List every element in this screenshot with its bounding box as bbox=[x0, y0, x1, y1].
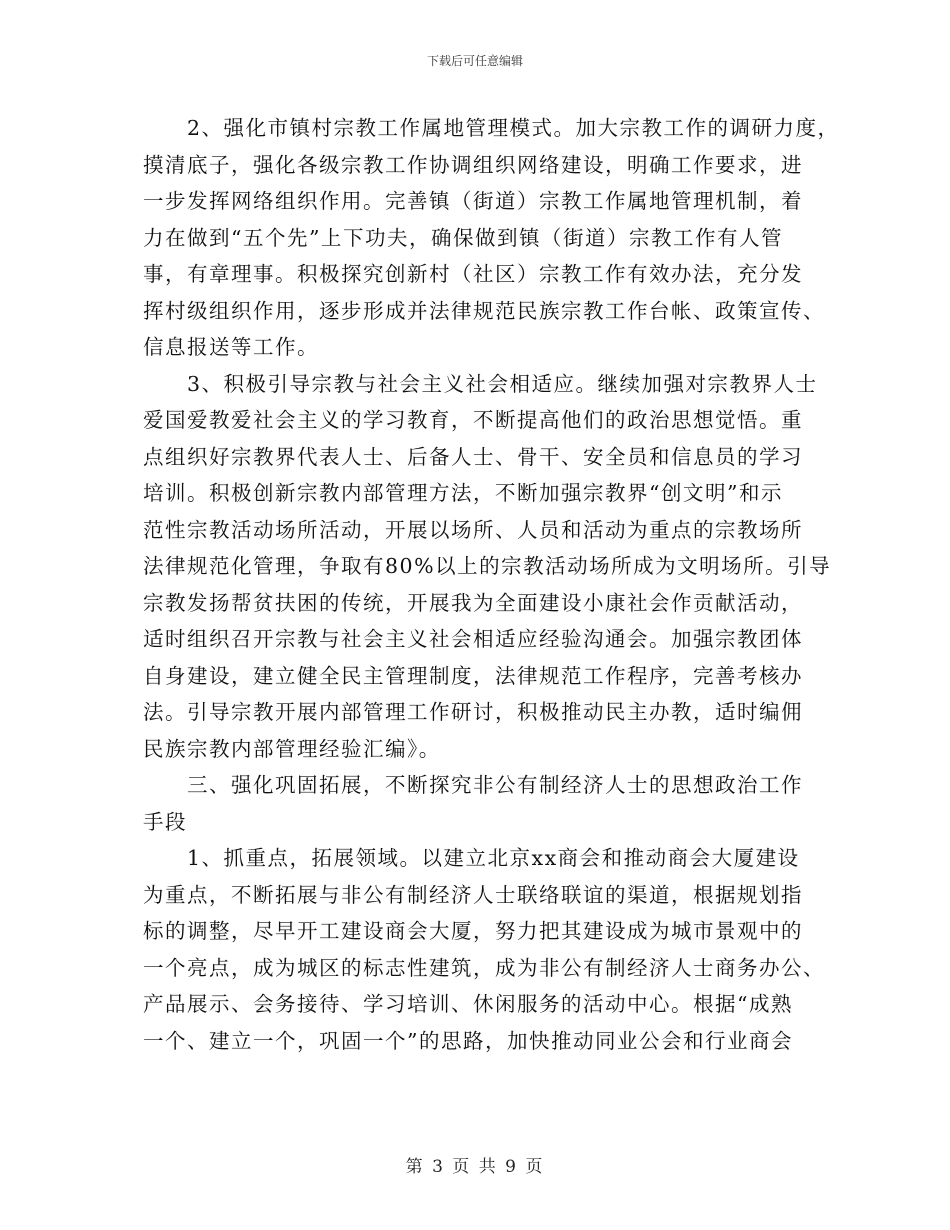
text-line: 培训。积极创新宗教内部管理方法，不断加强宗教界“创文明”和示 bbox=[143, 481, 783, 505]
text-line: 标的调整，尽早开工建设商会大厦，努力把其建设成为城市景观中的 bbox=[143, 919, 803, 943]
text-line: 产品展示、会务接待、学习培训、休闲服务的活动中心。根据“成熟 bbox=[143, 992, 793, 1016]
text-line: 宗教发扬帮贫扶困的传统，开展我为全面建设小康社会作贡献活动， bbox=[143, 590, 803, 615]
text-line: 一个亮点，成为城区的标志性建筑，成为非公有制经济人士商务办公、 bbox=[143, 955, 825, 980]
text-line: 一步发挥网络组织作用。完善镇（街道）宗教工作属地管理机制，着 bbox=[143, 189, 803, 213]
text-line: 范性宗教活动场所活动，开展以场所、人员和活动为重点的宗教场所 bbox=[143, 517, 803, 542]
text-line: 自身建设，建立健全民主管理制度，法律规范工作程序，完善考核办 bbox=[143, 663, 803, 688]
text-line: 法律规范化管理，争取有80%以上的宗教活动场所成为文明场所。引导 bbox=[143, 554, 832, 578]
text-line: 适时组织召开宗教与社会主义社会相适应经验沟通会。加强宗教团体 bbox=[143, 627, 803, 651]
text-line: 信息报送等工作。 bbox=[143, 335, 319, 359]
page-header: 下载后可任意编辑 bbox=[426, 54, 523, 68]
text-line: 挥村级组织作用，逐步形成并法律规范民族宗教工作台帐、政策宣传、 bbox=[143, 298, 825, 323]
text-line: 2、强化市镇村宗教工作属地管理模式。加大宗教工作的调研力度， bbox=[187, 116, 840, 140]
section-heading: 手段 bbox=[143, 809, 187, 834]
text-line: 一个、建立一个，巩固一个”的思路，加快推动同业公会和行业商会 bbox=[143, 1028, 793, 1053]
text-line: 点组织好宗教界代表人士、后备人士、骨干、安全员和信息员的学习 bbox=[143, 444, 803, 469]
text-line: 爱国爱教爱社会主义的学习教育，不断提高他们的政治思想觉悟。重 bbox=[143, 408, 803, 432]
text-line: 3、积极引导宗教与社会主义社会相适应。继续加强对宗教界人士 bbox=[187, 371, 818, 396]
text-line: 为重点，不断拓展与非公有制经济人士联络联谊的渠道，根据规划指 bbox=[143, 882, 803, 907]
section-heading: 三、强化巩固拓展，不断探究非公有制经济人士的思想政治工作 bbox=[187, 773, 803, 797]
text-line: 事，有章理事。积极探究创新村（社区）宗教工作有效办法，充分发 bbox=[143, 262, 803, 286]
text-line: 摸清底子，强化各级宗教工作协调组织网络建设，明确工作要求，进 bbox=[143, 152, 803, 177]
text-line: 民族宗教内部管理经验汇编》。 bbox=[143, 736, 441, 761]
text-line: 1、抓重点，拓展领域。以建立北京xx商会和推动商会大厦建设 bbox=[187, 846, 800, 870]
document-body bbox=[143, 110, 840, 1059]
text-line: 力在做到“五个先”上下功夫，确保做到镇（街道）宗教工作有人管 bbox=[143, 225, 783, 250]
text-line: 法。引导宗教开展内部管理工作研讨，积极推动民主办教，适时编佣 bbox=[143, 700, 803, 724]
page-number: 第 3 页 共 9 页 bbox=[405, 1157, 545, 1177]
